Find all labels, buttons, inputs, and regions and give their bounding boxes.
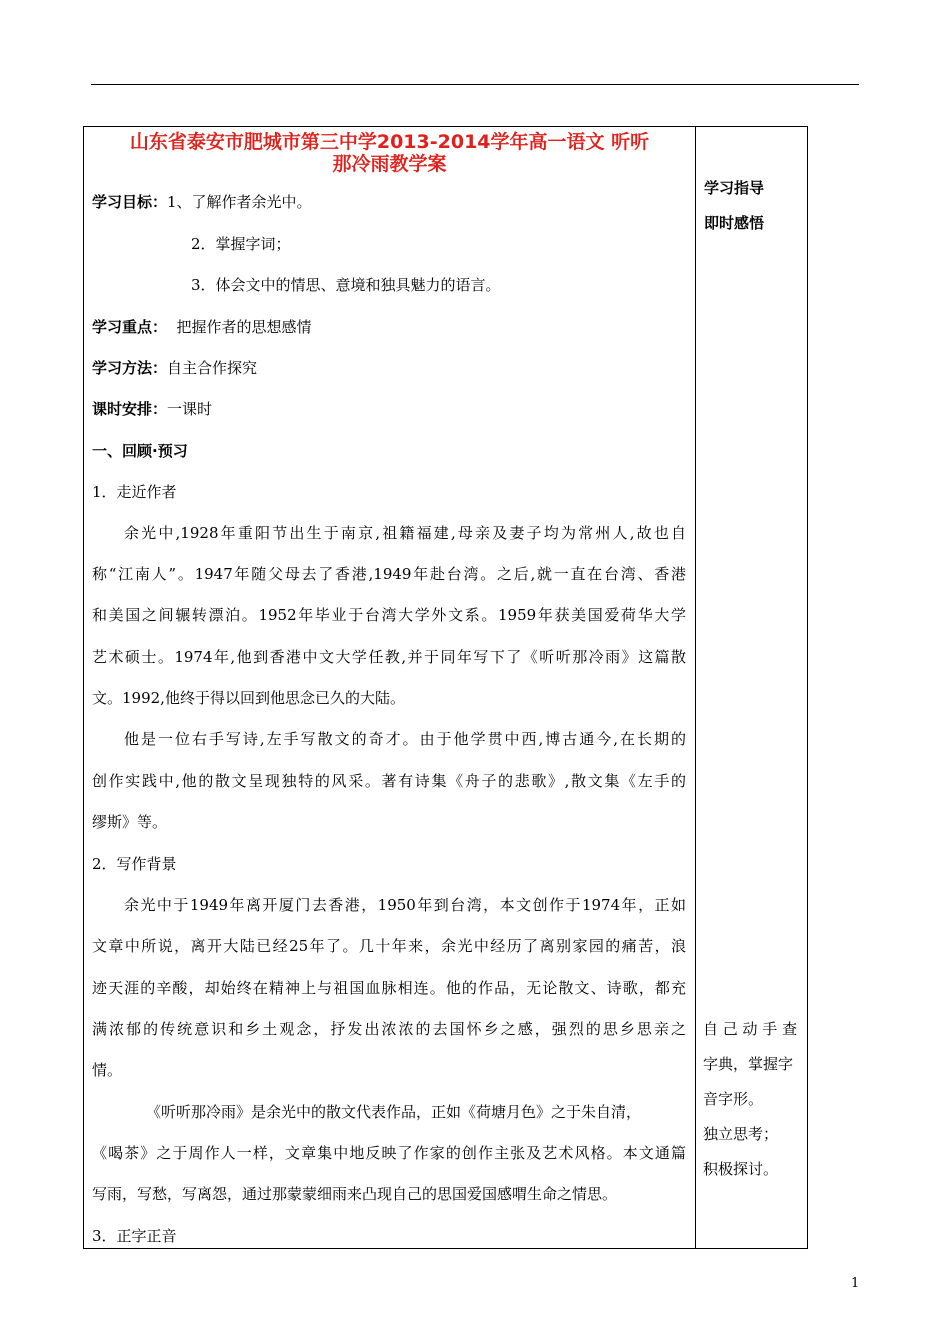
paragraph-line: 写雨，写愁，写离怨，通过那蒙蒙细雨来凸现自己的思国爱国感喟生命之情思。	[92, 1185, 618, 1203]
key-point-value: 把握作者的思想感情	[167, 318, 312, 336]
title-line-2: 那冷雨教学案	[332, 153, 447, 175]
paragraph-line: 称“江南人”。1947年随父母去了香港,1949年赴台湾。之后,就一直在台湾、香港	[92, 565, 686, 583]
sub-3-heading: 3．正字正音	[92, 1227, 177, 1245]
method-label: 学习方法：	[92, 359, 168, 377]
sidebar-heading-reflection: 即时感悟	[704, 214, 765, 232]
paragraph-line: 情。	[92, 1061, 123, 1079]
paragraph-line: 余光中于1949年离开厦门去香港，1950年到台湾，本文创作于1974年，正如	[124, 896, 686, 914]
sidebar-note: 积极探讨。	[703, 1160, 779, 1178]
sidebar-column	[696, 127, 808, 1248]
method-value: 自主合作探究	[167, 359, 258, 377]
paragraph-line: 满浓郁的传统意识和乡土观念，抒发出浓浓的去国怀乡之感，强烈的思乡思亲之	[92, 1020, 686, 1038]
key-point-row	[92, 317, 312, 337]
key-point-label: 学习重点：	[92, 318, 168, 336]
paragraph-line: 文章中所说，离开大陆已经25年了。几十年来，余光中经历了离别家园的痛苦，浪	[92, 937, 686, 955]
paragraph-line: 余光中,1928年重阳节出生于南京,祖籍福建,母亲及妻子均为常州人,故也自	[124, 524, 686, 542]
paragraph-line: 创作实践中,他的散文呈现独特的风采。著有诗集《舟子的悲歌》,散文集《左手的	[92, 772, 686, 790]
schedule-row	[92, 399, 212, 419]
sub-2-heading: 2．写作背景	[92, 855, 177, 873]
schedule-value: 一课时	[167, 400, 213, 418]
paragraph-line: 他是一位右手写诗,左手写散文的奇才。由于他学贯中西,博古通今,在长期的	[124, 730, 686, 748]
paragraph-line: 缪斯》等。	[92, 813, 168, 831]
title-line-1: 山东省泰安市肥城市第三中学2013-2014学年高一语文 听听	[129, 131, 650, 153]
header-rule	[91, 84, 859, 85]
section-1-heading: 一、回顾·预习	[92, 442, 188, 460]
sidebar-note: 自 己 动 手 查	[703, 1020, 798, 1038]
sidebar-heading-guidance: 学习指导	[704, 179, 765, 197]
objectives-label: 学习目标：	[92, 193, 168, 211]
paragraph-line: 和美国之间辗转漂泊。1952年毕业于台湾大学外文系。1959年获美国爱荷华大学	[92, 606, 686, 624]
schedule-label: 课时安排：	[92, 400, 168, 418]
paragraph-line: 迹天涯的辛酸，却始终在精神上与祖国血脉相连。他的作品，无论散文、诗歌，都充	[92, 979, 686, 997]
sub-1-heading: 1．走近作者	[92, 483, 177, 501]
objective-3: 3．体会文中的情思、意境和独具魅力的语言。	[191, 276, 501, 294]
sidebar-note: 独立思考；	[703, 1125, 779, 1143]
objective-2: 2．掌握字词；	[191, 235, 291, 253]
sidebar-note: 字典，掌握字	[703, 1055, 794, 1073]
sidebar-note: 音字形。	[703, 1090, 764, 1108]
page-title	[84, 131, 695, 175]
lesson-plan-table	[83, 126, 808, 1249]
objectives-row	[92, 192, 312, 212]
main-column	[84, 127, 695, 1248]
paragraph-line: 《听听那冷雨》是余光中的散文代表作品，正如《荷塘月色》之于朱自清，	[146, 1103, 642, 1121]
method-row	[92, 358, 257, 378]
paragraph-line: 艺术硕士。1974年,他到香港中文大学任教,并于同年写下了《听听那冷雨》这篇散	[92, 648, 686, 666]
paragraph-line: 《喝茶》之于周作人一样，文章集中地反映了作家的创作主张及艺术风格。本文通篇	[92, 1144, 686, 1162]
page-number: 1	[851, 1276, 860, 1291]
paragraph-line: 文。1992,他终于得以回到他思念已久的大陆。	[92, 689, 405, 707]
objective-1: 1、了解作者余光中。	[167, 193, 312, 211]
